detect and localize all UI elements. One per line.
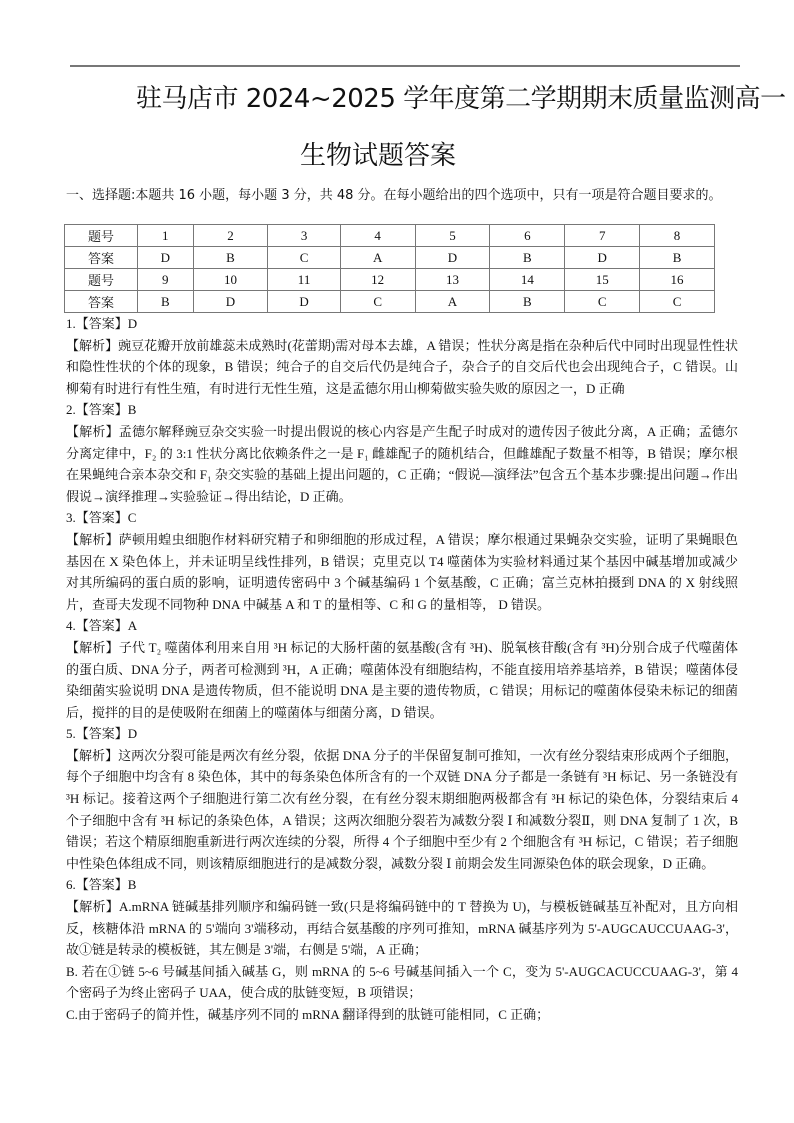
explanation-text: C.由于密码子的简并性，碱基序列不同的 mRNA 翻译得到的肽链可能相同，C 正确； xyxy=(66,1007,550,1022)
question-number-cell: 14 xyxy=(490,269,565,291)
answer-cell: B xyxy=(490,247,565,269)
question-number-row xyxy=(65,225,715,247)
answer-table xyxy=(64,224,715,313)
answer-cell: D xyxy=(268,291,340,313)
question-number-cell: 12 xyxy=(340,269,415,291)
answer-cell: D xyxy=(138,247,194,269)
question-number-cell: 15 xyxy=(565,269,640,291)
question-number-cell: 1 xyxy=(138,225,194,247)
question-number-cell: 9 xyxy=(138,269,194,291)
answer-cell: D xyxy=(193,291,268,313)
answer-cell: D xyxy=(565,247,640,269)
document-subtitle: 生物试题答案 xyxy=(300,141,457,171)
question-number-cell: 10 xyxy=(193,269,268,291)
question-number-cell: 13 xyxy=(415,269,490,291)
question-number-cell: 2 xyxy=(193,225,268,247)
answer-cell: C xyxy=(340,291,415,313)
answer-cell: A xyxy=(340,247,415,269)
answer-cell: B xyxy=(138,291,194,313)
question-number-cell: 3 xyxy=(268,225,340,247)
explanations xyxy=(66,313,738,1026)
answer-cell: C xyxy=(268,247,340,269)
answer-cell: D xyxy=(415,247,490,269)
answer-heading: 3.【答案】C xyxy=(66,510,137,526)
header-rule xyxy=(70,65,740,67)
document-title: 驻马店市 2024~2025 学年度第二学期期末质量监测高一 xyxy=(136,84,786,114)
answer-cell: B xyxy=(490,291,565,313)
answer-heading: 1.【答案】D xyxy=(66,316,138,331)
question-number-row-label: 题号 xyxy=(65,225,138,247)
answer-heading: 4.【答案】A xyxy=(66,618,138,634)
answer-cell: C xyxy=(640,291,715,313)
explanation-text: 【解析】豌豆花瓣开放前雄蕊未成熟时(花蕾期)需对母本去雄，A 错误；性状分离是指在杂种后代中同时出现显性性状和隐性性状的个体的现象，B 错误；纯合子的自交后代仍是纯合子，杂合子的自交后代也会出现纯合子，C 错误。山柳菊有时进行有性生殖，有时进行无性生殖，这是孟德尔用山柳菊做实验失败的原因之一，D 正确 xyxy=(66,337,738,396)
question-number-cell: 8 xyxy=(640,225,715,247)
answer-row-label: 答案 xyxy=(65,291,138,313)
question-number-cell: 16 xyxy=(640,269,715,291)
explanation-text: 【解析】孟德尔解释豌豆杂交实验一时提出假说的核心内容是产生配子时成对的遗传因子彼此分离，A 正确；孟德尔分离定律中，F₂ 的 3:1 性状分离比依赖条件之一是 F₁ 雌雄配子的随机结合，但雌雄配子数量不相等，B 错误；摩尔根在果蝇纯合亲本杂交和 F₁ 杂交实验的基础上提出问题的，C 正确；“假说—演绎法”包含五个基本步骤:提出问题→作出假说→演绎推理→实验验证→得出结论，D 正确。 xyxy=(66,423,738,504)
answer-row xyxy=(65,247,715,269)
answer-heading: 5.【答案】D xyxy=(66,726,138,742)
question-number-row xyxy=(65,269,715,291)
answer-row-label: 答案 xyxy=(65,247,138,269)
question-number-cell: 11 xyxy=(268,269,340,291)
answer-heading: 6.【答案】B xyxy=(66,877,137,893)
answer-cell: B xyxy=(193,247,268,269)
explanation-text: 【解析】子代 T₂ 噬菌体利用来自用 ³H 标记的大肠杆菌的氨基酸(含有 ³H)、脱氧核苷酸(含有 ³H)分别合成子代噬菌体的蛋白质、DNA 分子，两者可检测到 ³H，A 正确；噬菌体没有细胞结构，不能直接用培养基培养，B 错误；噬菌体侵染细菌实验说明 DNA 是遗传物质，但不能说明 DNA 是主要的遗传物质，C 错误；用标记的噬菌体侵染未标记的细菌后，搅拌的目的是使吸附在细菌上的噬菌体与细菌分离，D 错误。 xyxy=(66,639,738,720)
question-number-row-label: 题号 xyxy=(65,269,138,291)
answer-cell: C xyxy=(565,291,640,313)
section-intro: 一、选择题:本题共 16 小题，每小题 3 分，共 48 分。在每小题给出的四个选项中，只有一项是符合题目要求的。 xyxy=(66,188,722,203)
explanation-text: 【解析】这两次分裂可能是两次有丝分裂，依据 DNA 分子的半保留复制可推知，一次有丝分裂结束形成两个子细胞，每个子细胞中均含有 8 染色体，其中的每条染色体所含有的一个双链 DNA 分子都是一条链有 ³H 标记、另一条链没有 ³H 标记。接着这两个子细胞进行第二次有丝分裂，在有丝分裂末期细胞两极都含有 ³H 标记的染色体，分裂结束后 4 个子细胞中含有 ³H 标记的条染色体，A 错误；这两次细胞分裂若为减数分裂 Ⅰ 和减数分裂Ⅱ，则 DNA 复制了 1 次，B 错误；若这个精原细胞重新进行两次连续的分裂，所得 4 个子细胞中至少有 2 个细胞含有 ³H 标记，C 错误；若子细胞中性染色体组成不同，则该精原细胞进行的是减数分裂，减数分裂 Ⅰ 前期会发生同源染色体的联会现象，D 正确。 xyxy=(66,747,738,871)
answer-cell: A xyxy=(415,291,490,313)
question-number-cell: 4 xyxy=(340,225,415,247)
question-number-cell: 5 xyxy=(415,225,490,247)
explanation-text: 【解析】萨顿用蝗虫细胞作材料研究精子和卵细胞的形成过程，A 错误；摩尔根通过果蝇杂交实验，证明了果蝇眼色基因在 X 染色体上，并未证明呈线性排列，B 错误；克里克以 T4 噬菌体为实验材料通过某个基因中碱基增加或减少对其所编码的蛋白质的影响，证明遗传密码中 3 个碱基编码 1 个氨基酸，C 正确；富兰克林拍摄到 DNA 的 X 射线照片，查哥夫发现不同物种 DNA 中碱基 A 和 T 的量相等、C 和 G 的量相等， D 错误。 xyxy=(66,531,738,612)
answer-heading: 2.【答案】B xyxy=(66,402,137,418)
explanation-text: 【解析】A.mRNA 链碱基排列顺序和编码链一致(只是将编码链中的 T 替换为 U)，与模板链碱基互补配对，且方向相反，核糖体沿 mRNA 的 5'端向 3'端移动，再结合氨基酸的序列可推知，mRNA 碱基序列为 5'-AUGCAUCCUAAG-3'，故①链是转录的模板链，其左侧是 3'端，右侧是 5'端，A 正确； xyxy=(66,899,738,958)
explanation-text: B. 若在①链 5~6 号碱基间插入碱基 G，则 mRNA 的 5~6 号碱基间插入一个 C，变为 5'-AUGCACUCCUAAG-3'，第 4 个密码子为终止密码子 UAA，使合成的肽链变短，B 项错误； xyxy=(66,963,738,1001)
answer-row xyxy=(65,291,715,313)
answer-cell: B xyxy=(640,247,715,269)
question-number-cell: 7 xyxy=(565,225,640,247)
question-number-cell: 6 xyxy=(490,225,565,247)
